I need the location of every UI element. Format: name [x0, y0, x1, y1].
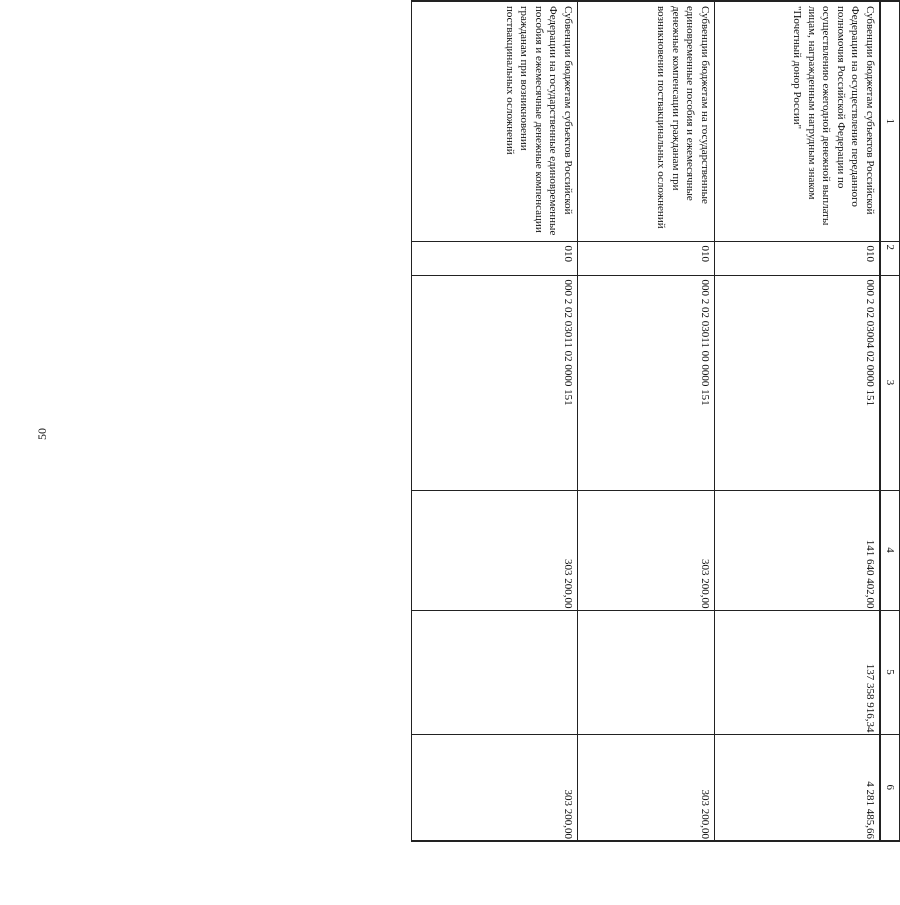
row-code: 010: [715, 241, 881, 275]
header-col-4: 4: [880, 490, 900, 610]
table-row: [578, 1, 715, 841]
budget-table: [411, 0, 900, 842]
row-code: 010: [578, 241, 715, 275]
header-col-5: 5: [880, 610, 900, 734]
header-col-2: 2: [880, 241, 900, 275]
header-col-6: 6: [880, 734, 900, 841]
row-amount-col5: [578, 610, 715, 734]
row-name: Субвенции бюджетам на государственные единовременные пособия и ежемесячные денежные компенсации гражданам при возникновении поствакцинальных осложнений: [578, 1, 715, 241]
row-amount-col4: 303 200,00: [412, 490, 578, 610]
row-name: Субвенции бюджетам субъектов Российской Федерации на государственные единовременные пособия и ежемесячные денежные компенсации гражданам при возникновении поствакцинальных осложнений: [412, 1, 578, 241]
row-budget-code: 000 2 02 03011 00 0000 151: [578, 275, 715, 490]
row-amount-col5: [412, 610, 578, 734]
row-amount-col5: 137 358 916,34: [715, 610, 881, 734]
page-number: 50: [35, 428, 49, 440]
row-budget-code: 000 2 02 03004 02 0000 151: [715, 275, 881, 490]
header-col-3: 3: [880, 275, 900, 490]
row-budget-code: 000 2 02 03011 02 0000 151: [412, 275, 578, 490]
row-amount-col6: 303 200,00: [578, 734, 715, 841]
table-row: [412, 1, 578, 841]
budget-table-container: [300, 0, 900, 840]
table-row: [715, 1, 881, 841]
row-amount-col4: 303 200,00: [578, 490, 715, 610]
row-code: 010: [412, 241, 578, 275]
row-amount-col6: 303 200,00: [412, 734, 578, 841]
row-name: Субвенции бюджетам субъектов Российской Федерации на осуществление переданного полномочия Российской Федерации по осуществлению ежегодной денежной выплаты лицам, награжденным нагрудным знаком "Почетный донор России": [715, 1, 881, 241]
row-amount-col4: 141 640 402,00: [715, 490, 881, 610]
row-amount-col6: 4 281 485,66: [715, 734, 881, 841]
header-col-1: 1: [880, 1, 900, 241]
table-header-row: [880, 1, 900, 841]
